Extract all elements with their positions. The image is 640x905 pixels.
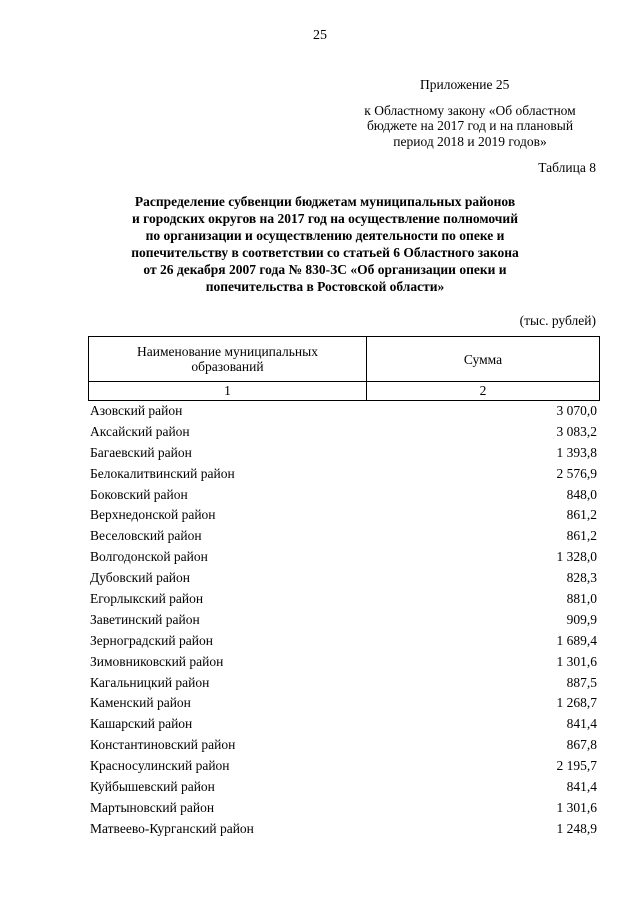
table-row: [90, 631, 597, 652]
heading-line: Распределение субвенции бюджетам муниципальных районов: [134, 194, 516, 209]
table-row: [90, 401, 597, 422]
table-row: [90, 735, 597, 756]
amount-value: 1 328,0: [556, 549, 597, 565]
amount-value: 881,0: [566, 591, 597, 607]
amount-value: 861,2: [566, 507, 597, 523]
amount-value: 3 070,0: [556, 403, 597, 418]
heading-line: и городских округов на 2017 год на осуществление полномочий: [132, 211, 518, 226]
municipality-name: Белокалитвинский район: [90, 465, 235, 481]
amount-value: 861,2: [566, 528, 597, 544]
municipality-name: Матвеево-Курганский район: [90, 820, 254, 836]
table-row: [90, 610, 597, 631]
appendix-line: период 2018 и 2019 годов»: [393, 133, 547, 149]
municipality-name: Веселовский район: [90, 528, 202, 544]
table-row: [90, 568, 597, 589]
municipality-name: Боковский район: [90, 486, 188, 502]
table-row: [90, 547, 597, 568]
table-row: [90, 756, 597, 777]
table-row: [90, 526, 597, 547]
amount-value: 848,0: [566, 486, 597, 502]
amount-value: 1 301,6: [556, 653, 597, 669]
municipality-name: Аксайский район: [90, 423, 190, 439]
municipality-name: Кашарский район: [90, 716, 193, 732]
municipality-name: Зимовниковский район: [90, 653, 224, 669]
table-row: [90, 652, 597, 673]
table-row: [90, 798, 597, 819]
municipality-name: Константиновский район: [90, 737, 236, 753]
table-row: [90, 693, 597, 714]
amount-value: 841,4: [566, 716, 597, 732]
amount-value: 1 268,7: [556, 695, 597, 711]
amount-value: 887,5: [566, 674, 597, 690]
municipality-name: Красносулинский район: [90, 758, 230, 774]
amount-value: 909,9: [566, 611, 597, 627]
table-row: [90, 443, 597, 464]
col-sum-header: Сумма: [367, 337, 600, 382]
table-body: [90, 401, 597, 840]
table-row: [90, 777, 597, 798]
municipality-name: Егорлыкский район: [90, 591, 204, 607]
page-number: 25: [313, 28, 327, 43]
appendix-block: [340, 77, 600, 149]
amount-value: 1 248,9: [556, 820, 597, 836]
municipality-name: Каменский район: [90, 695, 191, 711]
table-row: [90, 464, 597, 485]
table-header: [88, 336, 600, 401]
amount-value: 1 689,4: [556, 632, 597, 648]
amount-value: 867,8: [566, 737, 597, 753]
amount-value: 1 301,6: [556, 799, 597, 815]
table-row: [90, 673, 597, 694]
table-row: [90, 422, 597, 443]
municipality-name: Азовский район: [90, 403, 183, 418]
table-row: [90, 589, 597, 610]
table-label: Таблица 8: [538, 160, 596, 175]
amount-value: 1 393,8: [556, 444, 597, 460]
table-row: [90, 485, 597, 506]
document-heading: [90, 193, 560, 295]
municipality-name: Заветинский район: [90, 611, 200, 627]
amount-value: 828,3: [566, 570, 597, 586]
municipality-name: Волгодонской район: [90, 549, 208, 565]
heading-line: попечительства в Ростовской области»: [205, 279, 445, 294]
municipality-name: Верхнедонской район: [90, 507, 216, 523]
heading-line: от 26 декабря 2007 года № 830-ЗС «Об организации опеки и: [143, 262, 507, 277]
heading-line: попечительству в соответствии со статьей 6 Областного закона: [131, 245, 519, 260]
units-label: (тыс. рублей): [519, 313, 596, 328]
appendix-title: Приложение 25: [420, 77, 510, 92]
table-row: [90, 714, 597, 735]
col-sum-number: 2: [367, 382, 600, 401]
municipality-name: Куйбышевский район: [90, 779, 215, 795]
municipality-name: Мартыновский район: [90, 799, 215, 815]
heading-line: по организации и осуществлению деятельности по опеке и: [145, 228, 505, 243]
amount-value: 841,4: [566, 779, 597, 795]
table-row: [90, 819, 597, 840]
table-row: [90, 505, 597, 526]
municipality-name: Багаевский район: [90, 444, 192, 460]
appendix-line: к Областному закону «Об областном: [364, 102, 576, 118]
col-name-header: [89, 337, 367, 382]
col-name-header-line: Наименование муниципальных: [137, 344, 318, 359]
municipality-name: Зерноградский район: [90, 632, 213, 648]
municipality-name: Кагальницкий район: [90, 674, 210, 690]
amount-value: 3 083,2: [556, 423, 597, 439]
municipality-name: Дубовский район: [90, 570, 191, 586]
col-name-number: 1: [89, 382, 367, 401]
appendix-line: бюджете на 2017 год и на плановый: [366, 118, 574, 133]
col-name-header-line: образований: [191, 359, 264, 374]
amount-value: 2 195,7: [556, 758, 597, 774]
amount-value: 2 576,9: [556, 465, 597, 481]
